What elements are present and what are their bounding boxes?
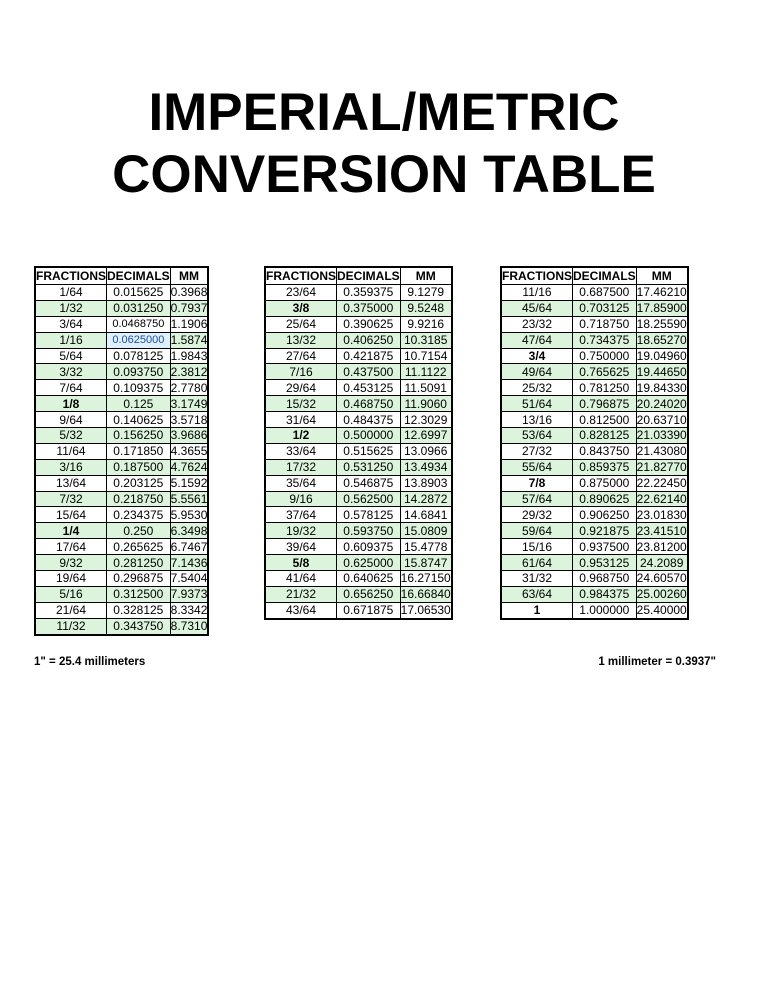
fraction-cell: 1 bbox=[501, 602, 573, 618]
fraction-cell: 47/64 bbox=[501, 332, 573, 348]
mm-cell: 25.00260 bbox=[636, 587, 687, 602]
fraction-cell: 31/64 bbox=[265, 412, 337, 428]
decimal-cell: 0.593750 bbox=[337, 523, 401, 539]
table-row bbox=[501, 396, 688, 412]
table-row bbox=[501, 523, 688, 539]
table-row bbox=[501, 300, 688, 316]
table-row bbox=[265, 571, 452, 587]
fraction-cell: 19/64 bbox=[35, 571, 107, 587]
decimal-cell: 0.421875 bbox=[337, 348, 401, 364]
mm-cell: 5.9530 bbox=[170, 507, 208, 522]
fraction-cell: 17/32 bbox=[265, 459, 337, 475]
decimal-cell: 0.468750 bbox=[337, 396, 401, 412]
table-row bbox=[501, 380, 688, 396]
table-row bbox=[265, 443, 452, 459]
fraction-cell: 15/32 bbox=[265, 396, 337, 412]
decimal-cell: 0.140625 bbox=[107, 412, 171, 428]
fraction-cell: 1/32 bbox=[35, 300, 107, 316]
decimal-cell: 0.890625 bbox=[573, 491, 637, 507]
fraction-cell: 33/64 bbox=[265, 443, 337, 459]
mm-cell: 1.9843 bbox=[170, 349, 208, 363]
fraction-cell: 57/64 bbox=[501, 491, 573, 507]
mm-cell: 6.7467 bbox=[170, 539, 208, 554]
decimals-header: DECIMALS bbox=[337, 269, 400, 283]
decimal-cell: 0.953125 bbox=[573, 555, 637, 571]
fraction-cell: 1/8 bbox=[35, 396, 107, 412]
mm-cell: 23.01830 bbox=[636, 507, 687, 522]
mm-cell: 4.7624 bbox=[170, 460, 208, 475]
fraction-cell: 37/64 bbox=[265, 507, 337, 523]
decimal-cell: 0.281250 bbox=[107, 555, 171, 571]
mm-cell: 10.7154 bbox=[400, 348, 452, 364]
fraction-cell: 7/16 bbox=[265, 364, 337, 380]
decimal-cell: 1.000000 bbox=[573, 602, 637, 618]
mm-cell: 2.3812 bbox=[170, 364, 208, 379]
table-row bbox=[35, 539, 208, 555]
fraction-cell: 7/64 bbox=[35, 380, 107, 396]
fraction-cell: 13/32 bbox=[265, 332, 337, 348]
title-line-2: CONVERSION TABLE bbox=[112, 145, 656, 204]
fraction-cell: 31/32 bbox=[501, 571, 573, 587]
fraction-cell: 39/64 bbox=[265, 539, 337, 555]
table-row bbox=[35, 571, 208, 587]
decimal-cell: 0.859375 bbox=[573, 459, 637, 475]
mm-cell: 22.22450 bbox=[636, 476, 687, 491]
decimal-cell: 0.296875 bbox=[107, 571, 171, 587]
mm-header: MM bbox=[636, 267, 688, 285]
decimal-cell: 0.687500 bbox=[573, 285, 637, 301]
fraction-cell: 45/64 bbox=[501, 300, 573, 316]
decimal-cell: 0.0468750 bbox=[107, 316, 171, 332]
conversion-table-3 bbox=[500, 266, 689, 620]
mm-cell: 19.84330 bbox=[636, 380, 687, 395]
table-row bbox=[501, 491, 688, 507]
decimal-cell: 0.093750 bbox=[107, 364, 171, 380]
fraction-cell: 43/64 bbox=[265, 602, 337, 618]
decimal-cell: 0.500000 bbox=[337, 428, 401, 444]
table-row bbox=[501, 475, 688, 491]
decimal-cell: 0.640625 bbox=[337, 571, 401, 587]
decimal-cell: 0.875000 bbox=[573, 475, 637, 491]
decimal-cell: 0.156250 bbox=[107, 428, 171, 444]
mm-cell: 16.66840 bbox=[400, 587, 451, 602]
mm-cell: 14.2872 bbox=[400, 491, 452, 507]
fraction-cell: 3/8 bbox=[265, 300, 337, 316]
fractions-header: FRACTIONS bbox=[36, 269, 106, 283]
mm-cell: 24.2089 bbox=[636, 555, 688, 571]
table-row bbox=[501, 602, 688, 618]
decimal-cell: 0.812500 bbox=[573, 412, 637, 428]
decimal-cell: 0.828125 bbox=[573, 428, 637, 444]
table-row bbox=[35, 618, 208, 634]
table-row bbox=[265, 412, 452, 428]
fraction-cell: 23/64 bbox=[265, 285, 337, 301]
table-row bbox=[501, 443, 688, 459]
mm-cell: 23.41510 bbox=[636, 523, 687, 538]
mm-cell: 19.44650 bbox=[636, 364, 687, 379]
mm-header: MM bbox=[170, 267, 208, 285]
mm-cell: 3.5718 bbox=[170, 412, 208, 427]
mm-cell: 11.1122 bbox=[400, 364, 452, 380]
table-row bbox=[265, 364, 452, 380]
mm-cell: 14.6841 bbox=[400, 507, 452, 523]
decimal-cell: 0.718750 bbox=[573, 316, 637, 332]
table-row bbox=[35, 523, 208, 539]
fraction-cell: 9/16 bbox=[265, 491, 337, 507]
decimal-cell: 0.359375 bbox=[337, 285, 401, 301]
fraction-cell: 1/4 bbox=[35, 523, 107, 539]
table-row bbox=[265, 396, 452, 412]
mm-cell: 3.9686 bbox=[170, 428, 208, 443]
fraction-cell: 61/64 bbox=[501, 555, 573, 571]
fraction-cell: 29/32 bbox=[501, 507, 573, 523]
decimal-cell: 0.562500 bbox=[337, 491, 401, 507]
table-row bbox=[265, 316, 452, 332]
table-row bbox=[265, 285, 452, 301]
decimal-cell: 0.312500 bbox=[107, 586, 171, 602]
fraction-cell: 41/64 bbox=[265, 571, 337, 587]
mm-header: MM bbox=[400, 267, 452, 285]
table-row bbox=[265, 507, 452, 523]
decimal-cell: 0.546875 bbox=[337, 475, 401, 491]
mm-cell: 20.63710 bbox=[636, 412, 687, 427]
decimal-cell: 0.843750 bbox=[573, 443, 637, 459]
fraction-cell: 27/64 bbox=[265, 348, 337, 364]
decimal-cell: 0.703125 bbox=[573, 300, 637, 316]
mm-cell: 11.9060 bbox=[400, 396, 452, 412]
fraction-cell: 11/32 bbox=[35, 618, 107, 634]
table-row bbox=[35, 412, 208, 428]
mm-cell: 11.5091 bbox=[400, 380, 452, 396]
table-row bbox=[35, 316, 208, 332]
decimals-header: DECIMALS bbox=[107, 269, 170, 283]
decimal-cell: 0.328125 bbox=[107, 602, 171, 618]
table-row bbox=[501, 539, 688, 555]
table-row bbox=[501, 586, 688, 602]
table-row bbox=[501, 285, 688, 301]
conversion-table-2 bbox=[264, 266, 453, 620]
fraction-cell: 13/16 bbox=[501, 412, 573, 428]
decimal-cell: 0.390625 bbox=[337, 316, 401, 332]
mm-cell: 9.1279 bbox=[400, 285, 452, 301]
mm-cell: 15.8747 bbox=[400, 555, 452, 571]
table-row bbox=[35, 300, 208, 316]
mm-cell: 13.4934 bbox=[400, 459, 452, 475]
fraction-cell: 1/64 bbox=[35, 285, 107, 301]
decimal-cell: 0.531250 bbox=[337, 459, 401, 475]
mm-cell: 12.6997 bbox=[400, 428, 452, 444]
mm-cell: 17.85900 bbox=[636, 301, 687, 316]
title-line-1: IMPERIAL/METRIC bbox=[148, 83, 620, 142]
decimal-cell: 0.625000 bbox=[337, 555, 401, 571]
mm-cell: 20.24020 bbox=[636, 396, 687, 411]
decimal-cell: 0.921875 bbox=[573, 523, 637, 539]
decimal-cell: 0.734375 bbox=[573, 332, 637, 348]
table-row bbox=[265, 300, 452, 316]
table-row bbox=[35, 459, 208, 475]
table-row bbox=[35, 364, 208, 380]
decimals-header: DECIMALS bbox=[573, 269, 636, 283]
mm-cell: 17.46210 bbox=[636, 285, 687, 300]
table-row bbox=[265, 491, 452, 507]
mm-cell: 8.3342 bbox=[170, 603, 208, 618]
table-row bbox=[501, 348, 688, 364]
mm-cell: 18.65270 bbox=[636, 333, 687, 348]
fraction-cell: 51/64 bbox=[501, 396, 573, 412]
table-row bbox=[35, 380, 208, 396]
table-row bbox=[501, 332, 688, 348]
fraction-cell: 17/64 bbox=[35, 539, 107, 555]
decimal-cell: 0.609375 bbox=[337, 539, 401, 555]
fraction-cell: 3/4 bbox=[501, 348, 573, 364]
table-row bbox=[265, 348, 452, 364]
decimal-cell: 0.234375 bbox=[107, 507, 171, 523]
decimal-cell: 0.906250 bbox=[573, 507, 637, 523]
mm-cell: 7.5404 bbox=[170, 571, 208, 586]
decimal-cell: 0.250 bbox=[107, 523, 171, 539]
table-row bbox=[35, 443, 208, 459]
decimal-cell: 0.078125 bbox=[107, 348, 171, 364]
mm-cell: 18.25590 bbox=[636, 317, 687, 332]
fraction-cell: 3/64 bbox=[35, 316, 107, 332]
decimal-cell: 0.265625 bbox=[107, 539, 171, 555]
table-row bbox=[265, 539, 452, 555]
footer-mm-to-inch: 1 millimeter = 0.3937" bbox=[598, 656, 716, 668]
fraction-cell: 63/64 bbox=[501, 586, 573, 602]
fraction-cell: 1/16 bbox=[35, 332, 107, 348]
fraction-cell: 9/32 bbox=[35, 555, 107, 571]
decimal-cell: 0.015625 bbox=[107, 285, 171, 301]
fraction-cell: 13/64 bbox=[35, 475, 107, 491]
table-row bbox=[265, 523, 452, 539]
mm-cell: 3.1749 bbox=[170, 396, 208, 411]
decimal-cell: 0.750000 bbox=[573, 348, 637, 364]
table-row bbox=[35, 602, 208, 618]
decimal-cell: 0.796875 bbox=[573, 396, 637, 412]
decimal-cell: 0.453125 bbox=[337, 380, 401, 396]
mm-cell: 17.06530 bbox=[400, 603, 451, 618]
decimal-cell: 0.765625 bbox=[573, 364, 637, 380]
decimal-cell: 0.406250 bbox=[337, 332, 401, 348]
decimal-cell: 0.187500 bbox=[107, 459, 171, 475]
table-row bbox=[501, 459, 688, 475]
mm-cell: 2.7780 bbox=[170, 380, 208, 395]
fractions-header: FRACTIONS bbox=[502, 269, 572, 283]
mm-cell: 19.04960 bbox=[636, 349, 687, 363]
decimal-cell: 0.937500 bbox=[573, 539, 637, 555]
footer-inch-to-mm: 1" = 25.4 millimeters bbox=[34, 656, 146, 668]
table-row bbox=[35, 586, 208, 602]
mm-cell: 1.5874 bbox=[170, 333, 208, 348]
fraction-cell: 25/32 bbox=[501, 380, 573, 396]
fraction-cell: 1/2 bbox=[265, 428, 337, 444]
mm-cell: 10.3185 bbox=[400, 332, 452, 348]
table-row bbox=[265, 602, 452, 618]
fraction-cell: 5/32 bbox=[35, 428, 107, 444]
decimal-cell: 0.343750 bbox=[107, 618, 171, 634]
mm-cell: 0.3968 bbox=[170, 285, 208, 300]
fraction-cell: 53/64 bbox=[501, 428, 573, 444]
mm-cell: 5.1592 bbox=[170, 476, 208, 491]
table-row bbox=[265, 459, 452, 475]
mm-cell: 22.62140 bbox=[636, 492, 687, 507]
table-row bbox=[35, 555, 208, 571]
fraction-cell: 5/64 bbox=[35, 348, 107, 364]
fraction-cell: 55/64 bbox=[501, 459, 573, 475]
fraction-cell: 5/8 bbox=[265, 555, 337, 571]
mm-cell: 24.60570 bbox=[636, 571, 687, 586]
fraction-cell: 3/32 bbox=[35, 364, 107, 380]
mm-cell: 6.3498 bbox=[170, 523, 208, 538]
table-row bbox=[501, 364, 688, 380]
mm-cell: 1.1906 bbox=[170, 317, 208, 332]
fraction-cell: 27/32 bbox=[501, 443, 573, 459]
fraction-cell: 9/64 bbox=[35, 412, 107, 428]
decimal-cell: 0.578125 bbox=[337, 507, 401, 523]
mm-cell: 21.43080 bbox=[636, 444, 687, 459]
decimal-cell: 0.109375 bbox=[107, 380, 171, 396]
fraction-cell: 35/64 bbox=[265, 475, 337, 491]
table-row bbox=[35, 507, 208, 523]
fraction-cell: 15/16 bbox=[501, 539, 573, 555]
table-row bbox=[501, 316, 688, 332]
fractions-header: FRACTIONS bbox=[266, 269, 336, 283]
fraction-cell: 21/64 bbox=[35, 602, 107, 618]
table-row bbox=[501, 571, 688, 587]
table-row bbox=[501, 428, 688, 444]
decimal-cell: 0.671875 bbox=[337, 602, 401, 618]
fraction-cell: 15/64 bbox=[35, 507, 107, 523]
table-row bbox=[35, 348, 208, 364]
table-row bbox=[501, 507, 688, 523]
table-row bbox=[265, 428, 452, 444]
table-row bbox=[501, 555, 688, 571]
decimal-cell: 0.171850 bbox=[107, 443, 171, 459]
mm-cell: 23.81200 bbox=[636, 539, 687, 554]
conversion-table-1 bbox=[34, 266, 209, 636]
fraction-cell: 25/64 bbox=[265, 316, 337, 332]
table-row bbox=[35, 475, 208, 491]
mm-cell: 7.9373 bbox=[170, 587, 208, 602]
decimal-cell: 0.218750 bbox=[107, 491, 171, 507]
mm-cell: 9.5248 bbox=[400, 300, 452, 316]
fraction-cell: 29/64 bbox=[265, 380, 337, 396]
mm-cell: 4.3655 bbox=[170, 444, 208, 459]
table-row bbox=[265, 475, 452, 491]
fraction-cell: 11/16 bbox=[501, 285, 573, 301]
fraction-cell: 49/64 bbox=[501, 364, 573, 380]
table-row bbox=[35, 332, 208, 348]
decimal-cell: 0.437500 bbox=[337, 364, 401, 380]
mm-cell: 25.40000 bbox=[636, 603, 687, 618]
mm-cell: 8.7310 bbox=[170, 619, 208, 634]
table-row bbox=[265, 586, 452, 602]
decimal-cell: 0.375000 bbox=[337, 300, 401, 316]
mm-cell: 9.9216 bbox=[400, 316, 452, 332]
decimal-cell: 0.984375 bbox=[573, 586, 637, 602]
table-row bbox=[501, 412, 688, 428]
mm-cell: 0.7937 bbox=[170, 301, 208, 316]
mm-cell: 16.27150 bbox=[400, 571, 451, 586]
mm-cell: 13.0966 bbox=[400, 443, 452, 459]
decimal-cell: 0.656250 bbox=[337, 586, 401, 602]
mm-cell: 12.3029 bbox=[400, 412, 452, 428]
table-row bbox=[35, 285, 208, 301]
fraction-cell: 21/32 bbox=[265, 586, 337, 602]
decimal-cell: 0.484375 bbox=[337, 412, 401, 428]
table-row bbox=[265, 380, 452, 396]
fraction-cell: 7/8 bbox=[501, 475, 573, 491]
table-row bbox=[265, 555, 452, 571]
decimal-cell: 0.515625 bbox=[337, 443, 401, 459]
table-row bbox=[35, 396, 208, 412]
mm-cell: 13.8903 bbox=[400, 475, 452, 491]
table-row bbox=[265, 332, 452, 348]
decimal-cell: 0.125 bbox=[107, 396, 171, 412]
table-row bbox=[35, 428, 208, 444]
fraction-cell: 5/16 bbox=[35, 586, 107, 602]
decimal-cell: 0.0625000 bbox=[107, 332, 171, 348]
decimal-cell: 0.968750 bbox=[573, 571, 637, 587]
fraction-cell: 7/32 bbox=[35, 491, 107, 507]
decimal-cell: 0.031250 bbox=[107, 300, 171, 316]
fraction-cell: 23/32 bbox=[501, 316, 573, 332]
decimal-cell: 0.781250 bbox=[573, 380, 637, 396]
mm-cell: 21.82770 bbox=[636, 460, 687, 475]
mm-cell: 7.1436 bbox=[170, 555, 208, 570]
page-title bbox=[0, 82, 768, 206]
mm-cell: 15.4778 bbox=[400, 539, 452, 555]
mm-cell: 21.03390 bbox=[636, 428, 687, 443]
fraction-cell: 19/32 bbox=[265, 523, 337, 539]
fraction-cell: 3/16 bbox=[35, 459, 107, 475]
table-row bbox=[35, 491, 208, 507]
mm-cell: 5.5561 bbox=[170, 492, 208, 507]
fraction-cell: 11/64 bbox=[35, 443, 107, 459]
decimal-cell: 0.203125 bbox=[107, 475, 171, 491]
mm-cell: 15.0809 bbox=[400, 523, 452, 539]
fraction-cell: 59/64 bbox=[501, 523, 573, 539]
